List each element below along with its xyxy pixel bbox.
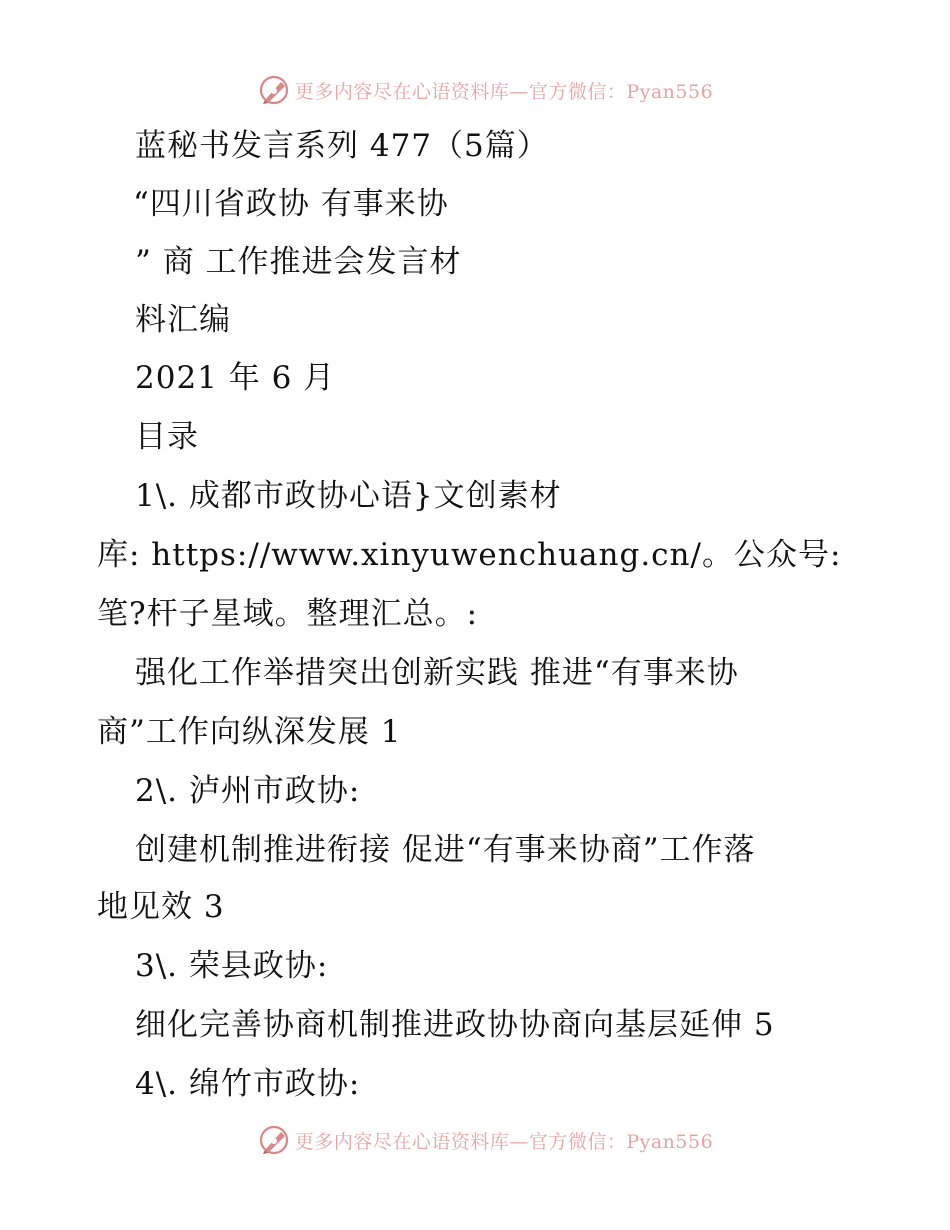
pen-logo-icon — [257, 1123, 291, 1157]
watermark-banner-top — [0, 70, 950, 110]
watermark-group — [257, 73, 713, 107]
toc-item-title: 商”工作向纵深发展 1 — [97, 714, 402, 750]
watermark-text: 更多内容尽在心语资料库—官方微信：Pyan556 — [294, 80, 714, 103]
toc-item-title: 地见效 3 — [97, 889, 225, 925]
toc-item: 2\. 泸州市政协: — [135, 773, 361, 809]
watermark-text: 更多内容尽在心语资料库—官方微信：Pyan556 — [294, 1130, 714, 1153]
toc-item-title: 强化工作举措突出创新实践 推进“有事来协 — [135, 655, 739, 691]
toc-item: 3\. 荣县政协: — [135, 948, 329, 984]
doc-title-line: 蓝秘书发言系列 477（5篇） — [135, 128, 549, 164]
toc-item-title: 创建机制推进衔接 促进“有事来协商”工作落 — [135, 832, 756, 868]
toc-item-line: 笔?杆子星域。整理汇总。: — [97, 596, 479, 632]
toc-item: 4\. 绵竹市政协: — [135, 1066, 361, 1102]
toc-heading: 目录 — [135, 419, 199, 455]
toc-item-title: 细化完善协商机制推进政协协商向基层延伸 5 — [135, 1007, 775, 1043]
pen-logo-icon — [257, 73, 291, 107]
doc-title-line: “四川省政协 有事来协 — [133, 186, 449, 222]
doc-title-line: ” 商 工作推进会发言材 — [135, 244, 462, 280]
watermark-group — [257, 1123, 713, 1157]
doc-title-line: 料汇编 — [135, 302, 231, 338]
watermark-banner-bottom — [0, 1120, 950, 1160]
doc-date-line: 2021 年 6 月 — [135, 360, 336, 396]
toc-item-line: 库: https://www.xinyuwenchuang.cn/。公众号: — [97, 537, 842, 573]
toc-item: 1\. 成都市政协心语}文创素材 — [135, 478, 562, 514]
